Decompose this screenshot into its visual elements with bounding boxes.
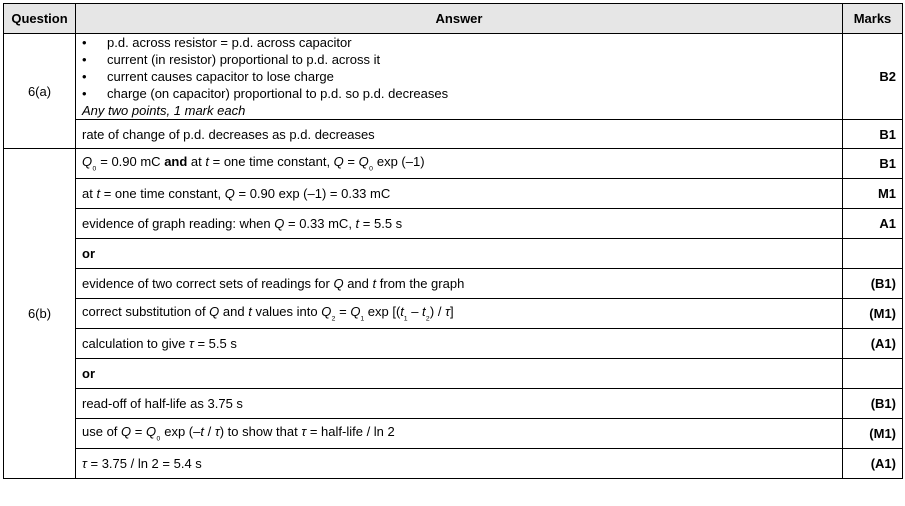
answer-cell: calculation to give τ = 5.5 s [76,329,843,359]
marks-cell: B2 [843,34,903,120]
header-answer: Answer [76,4,843,34]
answer-cell: τ = 3.75 / ln 2 = 5.4 s [76,449,843,479]
marks-cell: (M1) [843,419,903,449]
marks-cell: A1 [843,209,903,239]
answer-6a-points [76,34,843,120]
mark-scheme-table [3,3,903,479]
row-6b-6 [4,329,903,359]
row-6b-3 [4,209,903,239]
row-6b-7 [4,389,903,419]
row-6b-or-2 [4,359,903,389]
row-6b-2 [4,179,903,209]
marks-cell: B1 [843,149,903,179]
or-separator: or [76,239,843,269]
answer-cell: use of $Q = Q_{_0}$ exp (–t / τ) to show that τ = half-life / ln 2 [76,419,843,449]
row-6b-8 [4,419,903,449]
or-separator: or [76,359,843,389]
marks-cell: (A1) [843,449,903,479]
answer-cell: at t = one time constant, Q = 0.90 exp (–1) = 0.33 mC [76,179,843,209]
answer-cell: $Q_{_0} = 0.90$ mC and at t = one time constant, $Q = Q_{_0}$ exp (–1) [76,149,843,179]
marking-note: Any two points, 1 mark each [82,103,246,118]
bullet-list [82,34,836,102]
bullet-point: • charge (on capacitor) proportional to p.d. so p.d. decreases [82,85,836,102]
marks-cell [843,239,903,269]
marks-cell [843,359,903,389]
marks-cell: B1 [843,120,903,149]
marks-cell: (B1) [843,269,903,299]
marks-cell: (M1) [843,299,903,329]
question-label-6a: 6(a) [4,34,76,149]
row-6b-or-1 [4,239,903,269]
answer-cell: read-off of half-life as 3.75 s [76,389,843,419]
answer-cell: correct substitution of Q and t values into $Q_{_2} = Q_{_1}$ $\exp [(t_{_1} - t_{_2}) / \tau]$ [76,299,843,329]
row-6b-1 [4,149,903,179]
row-6b-5 [4,299,903,329]
bullet-point: • p.d. across resistor = p.d. across capacitor [82,34,836,51]
header-row [4,4,903,34]
row-6b-9 [4,449,903,479]
marks-cell: M1 [843,179,903,209]
bullet-point: • current (in resistor) proportional to p.d. across it [82,51,836,68]
question-label-6b: 6(b) [4,149,76,479]
header-question: Question [4,4,76,34]
marks-cell: (A1) [843,329,903,359]
answer-cell: rate of change of p.d. decreases as p.d. decreases [76,120,843,149]
header-marks: Marks [843,4,903,34]
answer-cell: evidence of graph reading: when Q = 0.33 mC, t = 5.5 s [76,209,843,239]
answer-cell: evidence of two correct sets of readings for Q and t from the graph [76,269,843,299]
row-6a-rate [4,120,903,149]
marks-cell: (B1) [843,389,903,419]
row-6a-points [4,34,903,120]
bullet-point: • current causes capacitor to lose charge [82,68,836,85]
row-6b-4 [4,269,903,299]
